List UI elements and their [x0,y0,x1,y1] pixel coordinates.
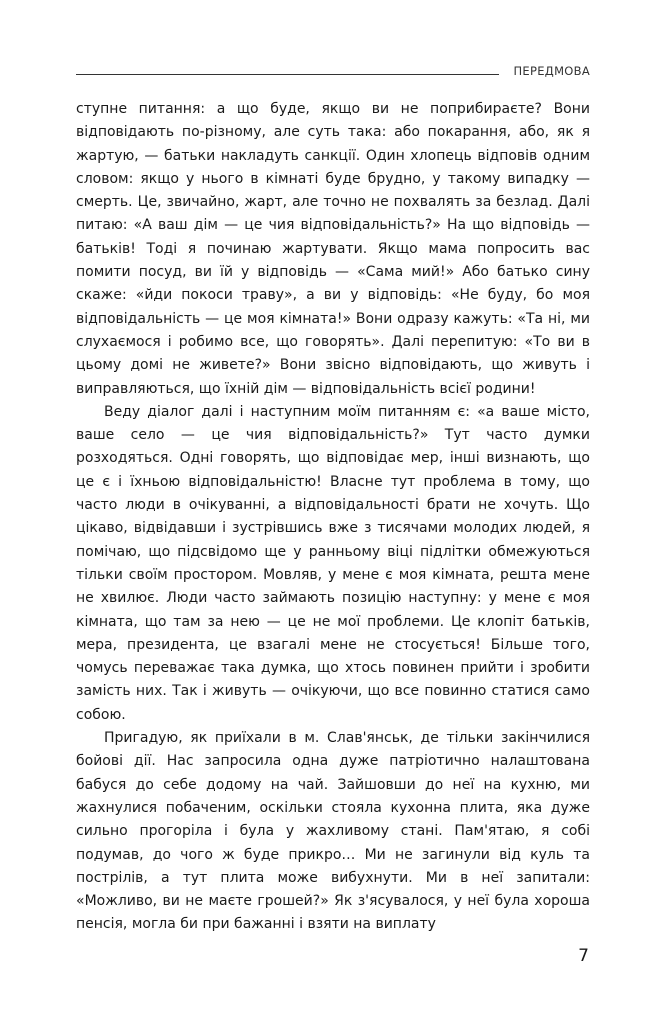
page-body [76,98,590,937]
header-rule [76,74,499,75]
paragraph: Веду діалог далі і наступним моїм питанням є: «а ваше місто, ваше село — це чия відповідальність?» Тут часто думки розходяться. Одні говорять, що відповідає мер, інші визнають, що це є і їхньою відповідальністю! Власне тут проблема в тому, що часто люди в очікуванні, а відповідальності брати не хочуть. Що цікаво, відвідавши і зустрівшись вже з тисячами молодих людей, я помічаю, що підсвідомо ще у ранньому віці підлітки обмежуються тільки своїм простором. Мовляв, у мене є моя кімната, решта мене не хвилює. Люди часто займають позицію наступну: у мене є моя кімната, що там за нею — це не мої проблеми. Це клопіт батьків, мера, президента, це взагалі мене не стосується! Більше того, чомусь переважає така думка, що хтось повинен прийти і зробити замість них. Так і живуть — очікуючи, що все повинно статися само собою. [76,403,590,723]
running-header [76,62,590,82]
running-header-title: ПЕРЕДМОВА [513,64,590,78]
page-number: 7 [578,946,589,966]
paragraph: Пригадую, як приїхали в м. Слав'янськ, де тільки закінчилися бойові дії. Нас запросила одна дуже патріотично налаштована бабуся до себе додому на чай. Зайшовши до неї на кухню, ми жахнулися побаченим, оскільки стояла кухонна плита, яка дуже сильно прогоріла і була у жахливому стані. Пам'ятаю, я собі подумав, до чого ж буде прикро… Ми не загинули від куль та пострілів, а тут плита може вибухнути. Ми в неї запитали: «Можливо, ви не маєте грошей?» Як з'ясувалося, у неї була хороша пенсія, могла би при бажанні і взяти на виплату [76,730,590,933]
paragraph-continued: ступне питання: а що буде, якщо ви не поприбираєте? Вони відповідають по-різному, але суть така: або покарання, або, як я жартую, — батьки накладуть санкції. Один хлопець відповів одним словом: якщо у нього в кімнаті буде брудно, у такому випадку — смерть. Це, звичайно, жарт, але точно не похвалять за безлад. Далі питаю: «А ваш дім — це чия відповідальність?» На що відповідь — батьків! Тоді я починаю жартувати. Якщо мама попросить вас помити посуд, ви їй у відповідь — «Сама мий!» Або батько сину скаже: «йди покоси траву», а ви у відповідь: «Не буду, бо моя відповідальність — це моя кімната!» Вони одразу кажуть: «Та ні, ми слухаємося і робимо все, що говорять». Далі перепитую: «То ви в цьому домі не живете?» Вони звісно відповідають, що живуть і виправляються, що їхній дім — відповідальність всієї родини! [76,101,590,397]
